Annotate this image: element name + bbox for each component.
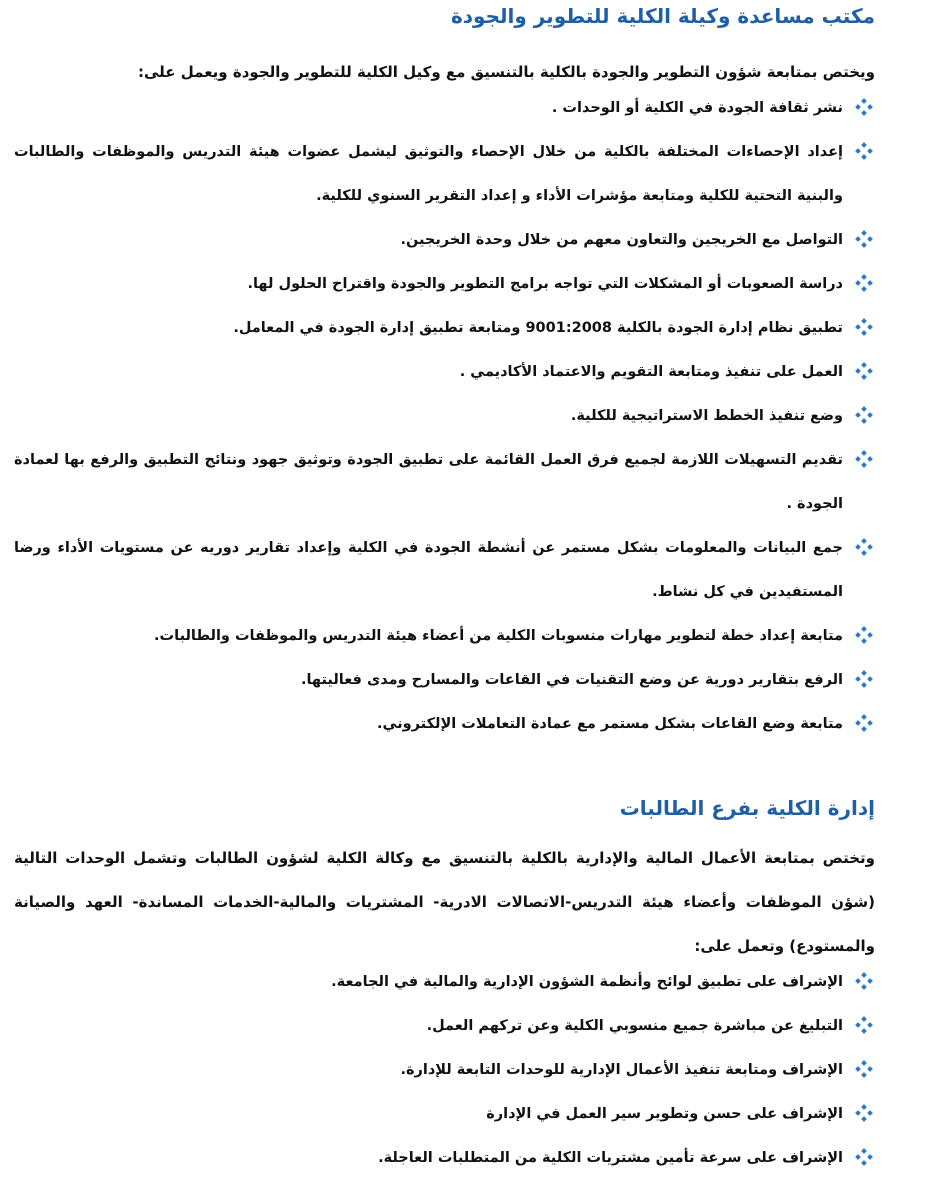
quality-task-item <box>14 86 843 130</box>
quality-task-item <box>14 306 843 350</box>
quality-task-item <box>14 526 843 614</box>
college-administration-task-list <box>14 960 843 1180</box>
quality-task-item-text: وضع تنفيذ الخطط الاستراتيجية للكلية. <box>570 408 843 424</box>
quality-task-item <box>14 130 843 218</box>
admin-task-item <box>14 1092 843 1136</box>
diamond-bullet-icon <box>853 218 873 262</box>
section-intro-quality-office: ويختص بمتابعة شؤون التطوير والجودة بالكلية بالتنسيق مع وكيل الكلية للتطوير والجودة ويعمل على: <box>138 63 875 81</box>
admin-task-item-text: الإشراف على حسن وتطوير سير العمل في الإدارة <box>486 1106 843 1122</box>
diamond-bullet-icon <box>853 960 873 1004</box>
admin-task-item-text: الإشراف على سرعة تأمين مشتريات الكلية من المتطلبات العاجلة. <box>378 1150 843 1166</box>
section-heading-college-administration: إدارة الكلية بفرع الطالبات <box>619 796 875 820</box>
quality-task-item-text: متابعة إعداد خطة لتطوير مهارات منسوبات الكلية من أعضاء هيئة التدريس والموظفات والطالبات. <box>154 628 843 644</box>
section-heading-quality-office: مكتب مساعدة وكيلة الكلية للتطوير والجودة <box>450 4 875 28</box>
quality-task-item <box>14 262 843 306</box>
diamond-bullet-icon <box>853 350 873 394</box>
admin-task-item-text: التبليغ عن مباشرة جميع منسوبي الكلية وعن تركهم العمل. <box>426 1018 843 1034</box>
quality-task-item <box>14 614 843 658</box>
diamond-bullet-icon <box>853 394 873 438</box>
quality-task-item-text: العمل على تنفيذ ومتابعة التقويم والاعتماد الأكاديمي . <box>459 364 843 380</box>
diamond-bullet-icon <box>853 1048 873 1092</box>
admin-task-item <box>14 1048 843 1092</box>
diamond-bullet-icon <box>853 1136 873 1180</box>
diamond-bullet-icon <box>853 1092 873 1136</box>
quality-task-item-text: تطبيق نظام إدارة الجودة بالكلية 9001:2008 ومتابعة تطبيق إدارة الجودة في المعامل. <box>233 320 843 336</box>
quality-task-item <box>14 218 843 262</box>
quality-task-item-text: جمع البيانات والمعلومات بشكل مستمر عن أنشطة الجودة في الكلية وإعداد تقارير دوريه عن مستويات الأداء ورضا المستفيدين في كل نشاط. <box>14 540 843 600</box>
diamond-bullet-icon <box>853 1004 873 1048</box>
quality-task-item-text: دراسة الصعوبات أو المشكلات التي تواجه برامج التطوير والجودة واقتراح الحلول لها. <box>247 276 843 292</box>
diamond-bullet-icon <box>853 438 873 482</box>
admin-task-item <box>14 1004 843 1048</box>
diamond-bullet-icon <box>853 658 873 702</box>
quality-task-item <box>14 350 843 394</box>
admin-task-item <box>14 1136 843 1180</box>
quality-task-item-text: نشر ثقافة الجودة في الكلية أو الوحدات . <box>551 100 843 116</box>
quality-task-item-text: الرفع بتقارير دورية عن وضع التقنيات في القاعات والمسارح ومدى فعاليتها. <box>300 672 843 688</box>
quality-task-item-text: متابعة وضع القاعات بشكل مستمر مع عمادة التعاملات الإلكتروني. <box>377 716 843 732</box>
diamond-bullet-icon <box>853 526 873 570</box>
admin-task-item <box>14 960 843 1004</box>
admin-task-item-text: الإشراف على تطبيق لوائح وأنظمة الشؤون الإدارية والمالية في الجامعة. <box>331 974 843 990</box>
quality-task-item <box>14 438 843 526</box>
quality-task-item <box>14 702 843 746</box>
quality-task-item-text: تقديم التسهيلات اللازمة لجميع فرق العمل القائمة على تطبيق الجودة وتوثيق جهود ونتائج التطبيق والرفع بها لعمادة الجودة . <box>14 452 843 512</box>
diamond-bullet-icon <box>853 306 873 350</box>
diamond-bullet-icon <box>853 702 873 746</box>
diamond-bullet-icon <box>853 262 873 306</box>
quality-office-task-list <box>14 86 843 746</box>
admin-task-item-text: الإشراف ومتابعة تنفيذ الأعمال الإدارية للوحدات التابعة للإدارة. <box>400 1062 843 1078</box>
section-intro-college-administration: وتختص بمتابعة الأعمال المالية والإدارية بالكلية بالتنسيق مع وكالة الكلية لشؤون الطالبات وتشمل الوحدات التالية (شؤن الموظفات وأعضاء هيئة التدريس-الاتصالات الادرية- المشتريات والمالية-الخدمات المساندة- العهد والصيانة والمستودع) وتعمل على: <box>14 849 875 955</box>
diamond-bullet-icon <box>853 614 873 658</box>
quality-task-item <box>14 394 843 438</box>
diamond-bullet-icon <box>853 130 873 174</box>
diamond-bullet-icon <box>853 86 873 130</box>
quality-task-item-text: إعداد الإحصاءات المختلفة بالكلية من خلال الإحصاء والتوثيق ليشمل عضوات هيئة التدريس والموظفات والطالبات والبنية التحتية للكلية ومتابعة مؤشرات الأداء و إعداد التقرير السنوي للكلية. <box>14 144 843 204</box>
quality-task-item-text: التواصل مع الخريجين والتعاون معهم من خلال وحدة الخريجين. <box>400 232 843 248</box>
quality-task-item <box>14 658 843 702</box>
